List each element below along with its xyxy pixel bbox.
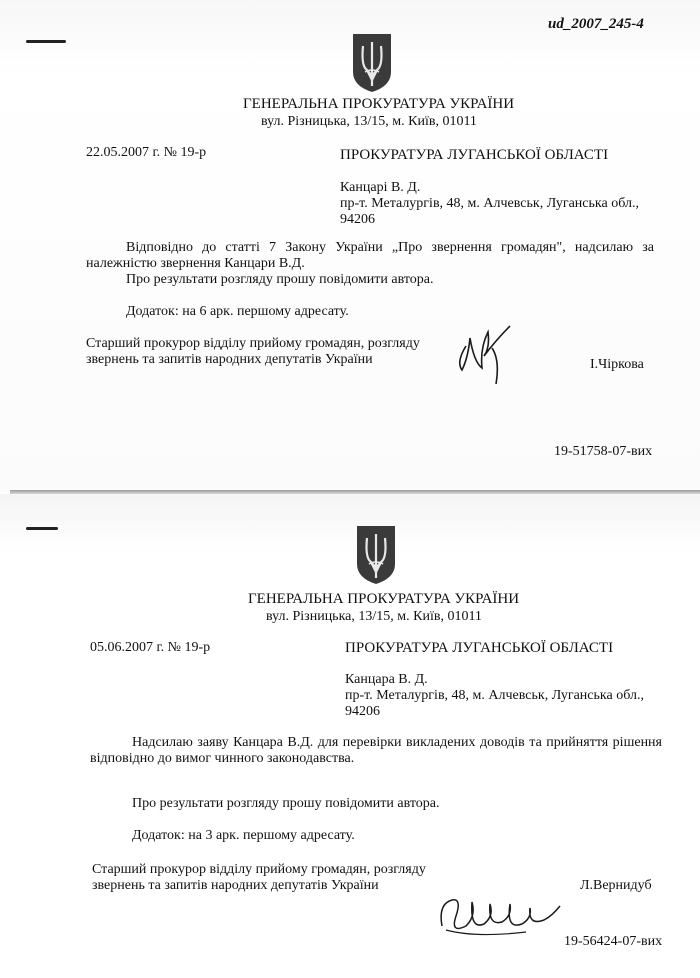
date-number: 22.05.2007 г. № 19-р: [86, 145, 207, 160]
signer-title: Старший прокурор відділу прийому громадян, розгляду: [86, 336, 420, 351]
trident-emblem-icon: [355, 524, 397, 586]
signer-title: звернень та запитів народних депутатів України: [92, 878, 379, 893]
punch-hole-mark: [26, 40, 66, 43]
outgoing-number: 19-51758-07-вих: [554, 444, 653, 459]
addressee-name: Канцарі В. Д.: [340, 180, 421, 195]
signer-title: звернень та запитів народних депутатів України: [86, 352, 373, 367]
signer-name: І.Чіркова: [590, 357, 644, 372]
trident-emblem-icon: [351, 32, 393, 94]
recipient-org: ПРОКУРАТУРА ЛУГАНСЬКОЇ ОБЛАСТІ: [345, 640, 614, 656]
addressee-address: пр-т. Металургів, 48, м. Алчевськ, Луганська обл.,: [340, 196, 639, 211]
document-id-stamp: ud_2007_245-4: [548, 16, 644, 32]
signer-title: Старший прокурор відділу прийому громадян, розгляду: [92, 862, 426, 877]
org-name: ГЕНЕРАЛЬНА ПРОКУРАТУРА УКРАЇНИ: [243, 96, 515, 112]
attachment-note: Додаток: на 6 арк. першому адресату.: [126, 304, 349, 319]
body-text: Надсилаю заяву Канцара В.Д. для перевірки викладених доводів та прийняття рішення: [132, 735, 662, 750]
addressee-postcode: 94206: [345, 704, 380, 719]
org-name: ГЕНЕРАЛЬНА ПРОКУРАТУРА УКРАЇНИ: [248, 591, 520, 607]
outgoing-number: 19-56424-07-вих: [564, 934, 663, 949]
addressee-address: пр-т. Металургів, 48, м. Алчевськ, Луганська обл.,: [345, 688, 644, 703]
addressee-name: Канцара В. Д.: [345, 672, 428, 687]
org-address: вул. Різницька, 13/15, м. Київ, 01011: [261, 114, 477, 129]
body-text: Про результати розгляду прошу повідомити автора.: [132, 796, 440, 811]
recipient-org: ПРОКУРАТУРА ЛУГАНСЬКОЇ ОБЛАСТІ: [340, 147, 609, 163]
handwritten-signature: [452, 318, 522, 388]
body-text: Відповідно до статті 7 Закону України „Про звернення громадян", надсилаю за: [126, 240, 654, 255]
body-text: належністю звернення Канцари В.Д.: [86, 256, 305, 271]
org-address: вул. Різницька, 13/15, м. Київ, 01011: [266, 609, 482, 624]
attachment-note: Додаток: на 3 арк. першому адресату.: [132, 828, 355, 843]
addressee-postcode: 94206: [340, 212, 375, 227]
date-number: 05.06.2007 г. № 19-р: [90, 640, 211, 655]
signer-name: Л.Вернидуб: [580, 878, 652, 893]
body-text: відповідно до вимог чинного законодавства.: [90, 751, 355, 766]
letter-2: [0, 494, 700, 978]
handwritten-signature: [436, 886, 566, 942]
body-text: Про результати розгляду прошу повідомити автора.: [126, 272, 434, 287]
punch-hole-mark: [26, 527, 58, 530]
